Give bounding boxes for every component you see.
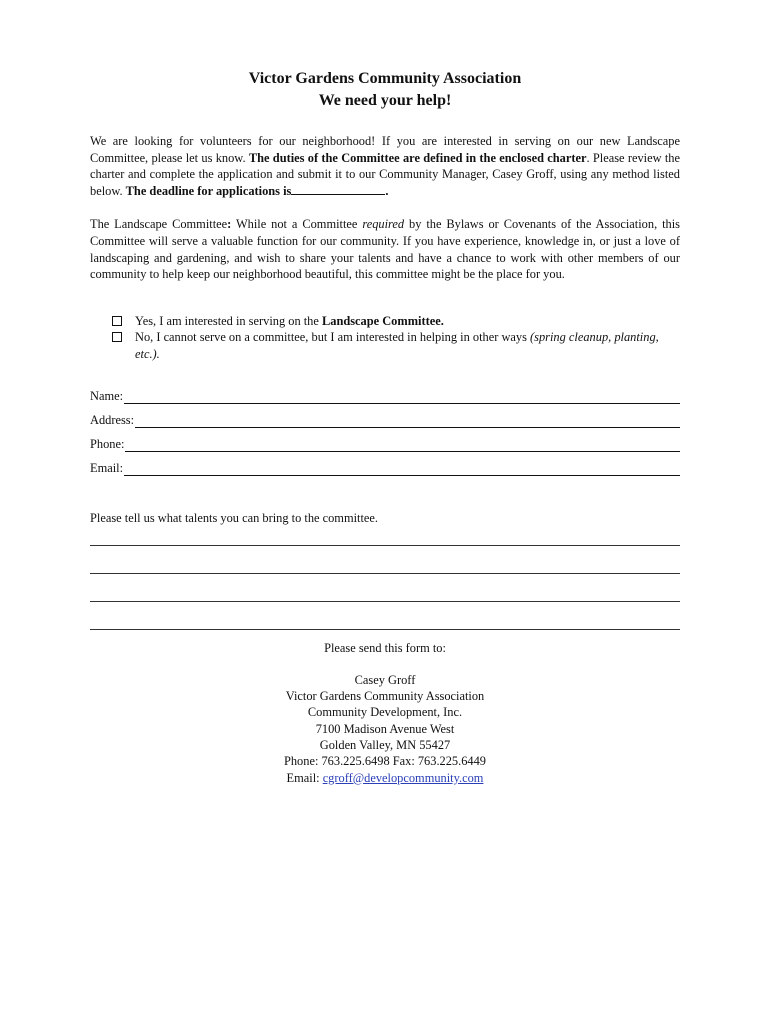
- address-label: Address:: [90, 412, 135, 427]
- send-label: Please send this form to:: [324, 640, 446, 655]
- contact-email-link[interactable]: cgroff@developcommunity.com: [322, 770, 484, 785]
- deadline-blank[interactable]: [291, 183, 385, 195]
- name-line[interactable]: [124, 391, 680, 404]
- option-no[interactable]: [112, 329, 680, 362]
- talents-line[interactable]: [90, 526, 680, 546]
- contact-org: Victor Gardens Community Association: [285, 689, 485, 704]
- name-field[interactable]: [90, 380, 680, 404]
- contact-email-label: Email:: [286, 770, 323, 785]
- phone-label: Phone:: [90, 436, 125, 451]
- email-line[interactable]: [124, 463, 680, 476]
- talents-line[interactable]: [90, 546, 680, 574]
- intro-end: .: [385, 183, 389, 198]
- committee-paragraph: [90, 216, 680, 282]
- contact-name: Casey Groff: [354, 672, 416, 687]
- page-heading: We need your help!: [318, 92, 452, 109]
- committee-text-1: While not a Committee: [231, 217, 363, 232]
- deadline-label: The deadline for applications is: [125, 183, 292, 198]
- contact-street: 7100 Madison Avenue West: [315, 721, 455, 736]
- talents-line[interactable]: [90, 574, 680, 602]
- contact-company: Community Development, Inc.: [307, 705, 463, 720]
- contact-fields: [90, 380, 680, 476]
- email-field[interactable]: [90, 452, 680, 476]
- intro-text-2: . Please review the charter and complete the application and submit it to our Community Manager, Casey Groff, using any method listed below.: [90, 150, 680, 198]
- talents-lines[interactable]: [90, 526, 680, 630]
- phone-line[interactable]: [125, 439, 680, 452]
- mailing-address: [90, 672, 680, 786]
- interest-options: [112, 313, 680, 363]
- form-page: [90, 68, 680, 786]
- checkbox-yes[interactable]: [112, 316, 122, 326]
- address-field[interactable]: [90, 404, 680, 428]
- phone-field[interactable]: [90, 428, 680, 452]
- name-label: Name:: [90, 388, 124, 403]
- checkbox-no[interactable]: [112, 332, 122, 342]
- address-line[interactable]: [135, 415, 680, 428]
- option-no-label: No, I cannot serve on a committee, but I am interested in helping in other ways (spring cleanup, planting, etc.).: [135, 330, 659, 361]
- committee-lead: The Landscape Committee:: [90, 217, 232, 232]
- option-yes-label: Yes, I am interested in serving on the Landscape Committee.: [135, 313, 444, 328]
- intro-text-1: We are looking for volunteers for our neighborhood! If you are interested in serving on our new Landscape Committee, please let us know.: [90, 134, 680, 165]
- committee-italic: required: [362, 217, 405, 232]
- committee-text-2: by the Bylaws or Covenants of the Association, this Committee will serve a valuable function for our community. If you have experience, knowledge in, or just a love of landscaping and gardening, and wish to share your talents and have a chance to work with other members of our community to help keep our neighborhood beautiful, this committee might be the place for you.: [90, 217, 680, 282]
- contact-phones: Phone: 763.225.6498 Fax: 763.225.6449: [283, 754, 487, 769]
- intro-bold-1: The duties of the Committee are defined in the enclosed charter: [248, 150, 587, 165]
- talents-question: Please tell us what talents you can bring to the committee.: [90, 510, 379, 525]
- email-label: Email:: [90, 460, 124, 475]
- talents-line[interactable]: [90, 602, 680, 630]
- contact-email-row: [90, 770, 680, 786]
- org-title: Victor Gardens Community Association: [248, 70, 522, 87]
- intro-paragraph: [90, 133, 680, 199]
- contact-city: Golden Valley, MN 55427: [319, 738, 451, 753]
- option-yes[interactable]: [112, 313, 680, 330]
